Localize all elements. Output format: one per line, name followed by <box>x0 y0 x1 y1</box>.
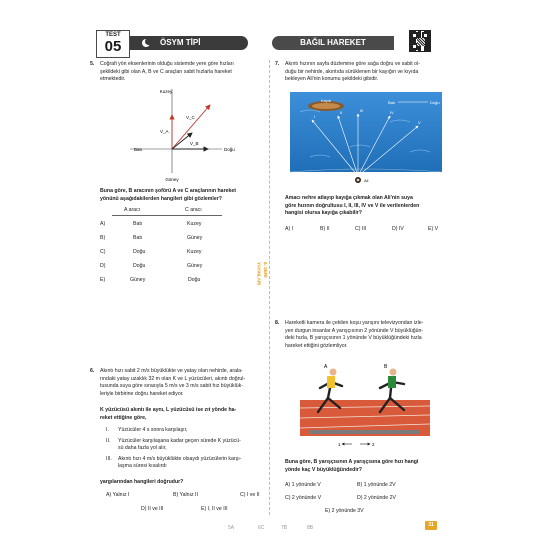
dir-4-label: IV <box>390 110 394 115</box>
q6-option-b[interactable]: B) Yalnız II <box>173 492 198 498</box>
q6-condition: K yüzücüsü akıntı ile aynı, L yüzücüsü ise zıt yönde ha- reket ettiğine göre, <box>100 407 237 421</box>
q6-statement-3: III. Akıntı hızı 4 m/s büyüklükte olsaydı yüzücülerin karşı- laşma süresi kısalırdı <box>106 455 242 470</box>
vector-b-label: V_B <box>190 141 199 146</box>
q5-table-rule <box>112 215 222 216</box>
compass-east: Doğu <box>224 147 235 152</box>
q8-option-a[interactable]: A) 1 yönünde V <box>285 482 321 488</box>
q7-option-c[interactable]: C) III <box>355 226 367 232</box>
answer-key-8: 8B <box>307 525 314 531</box>
q7-number: 7. <box>275 61 280 67</box>
q6-statement-1: I. Yüzücüler 4 s sonra karşılaşır, <box>106 427 188 433</box>
dir-2-label: II <box>340 110 343 115</box>
q6-option-a[interactable]: A) Yalnız I <box>106 492 130 498</box>
q6-text: Akıntı hızı sabit 2 m/s büyüklükte ve yatay olan nehirde, arala- rındaki yatay uzaklık 32 m olan K ve L yüzücüleri, akıntı doğrul- tusunda suya göre sırasıyla 5 m/s ve 3 m/s sabit hız büyüklük- leriyle birbirine doğru hareket ediyor. <box>100 368 246 397</box>
q5-option-c[interactable]: C) Doğu Kuzey <box>100 249 202 255</box>
q8-runners-figure <box>300 360 430 452</box>
q5-col-a-header: A aracı <box>124 207 141 213</box>
q6-ask: yargılarından hangileri doğrudur? <box>100 479 184 485</box>
q8-text: Hareketli kamera ile çekilen koşu yarışını televizyondan izle- yen durgun insanlar A yarışçısının 2 yönünde V büyüklüğün- deki hızla, B yarışçısının 1 yönünde V büyüklüğündeki hızla hareket ettiğini gözlemliyor. <box>285 320 424 349</box>
q5-option-b[interactable]: B) Batı Güney <box>100 235 203 241</box>
q7-river-figure <box>290 92 442 188</box>
q5-number: 5. <box>90 61 95 67</box>
answer-key-6: 6C <box>258 525 265 531</box>
column-divider <box>269 60 270 515</box>
moon-icon <box>142 39 150 47</box>
answer-key-7: 7B <box>281 525 288 531</box>
dir-5-label: V <box>418 120 421 125</box>
q5-question: Buna göre, B aracının şoförü A ve C araçlarının hareket yönünü aşağıdakilerden hangileri gibi gözlemler? <box>100 188 236 202</box>
q8-option-d[interactable]: D) 2 yönünde 2V <box>357 495 396 501</box>
dir-1: 1 <box>338 442 341 447</box>
vector-a-label: V_A <box>160 129 169 134</box>
page-number: 31 <box>425 521 437 530</box>
q5-option-d[interactable]: D) Doğu Güney <box>100 263 203 269</box>
test-number: 05 <box>104 38 122 55</box>
runner-a-label: A <box>324 364 328 370</box>
q5-option-e[interactable]: E) Güney Doğu <box>100 277 201 283</box>
q8-option-b[interactable]: B) 1 yönünde 2V <box>357 482 396 488</box>
runner-b-label: B <box>384 364 388 370</box>
q6-statements <box>106 427 266 471</box>
test-label: TEST <box>105 32 121 38</box>
q6-number: 6. <box>90 368 95 374</box>
q7-option-e[interactable]: E) V <box>428 226 439 232</box>
q5-option-a[interactable]: A) Batı Kuzey <box>100 221 202 227</box>
q5-text: Coğrafi yön eksenlerinin olduğu sistemde yere göre hızları şekildeki gibi olan A, B ve C araçları sabit hızlarla hareket etmektedir. <box>100 61 234 83</box>
west-label: Batı <box>388 100 396 105</box>
vector-c-label: V_C <box>186 115 195 120</box>
q6-option-c[interactable]: C) I ve II <box>240 492 260 498</box>
dir-1-label: I <box>314 114 316 119</box>
q7-text: Akıntı hızının sayfa düzlemine göre sağa doğru ve sabit ol- duğu bir nehirde, akıntıda sürüklenen bir kayığın ve kıyıda bekleyen Ali'nin konumu şekildeki gibidir. <box>285 61 420 83</box>
q7-option-b[interactable]: B) II <box>320 226 330 232</box>
q5-col-c-header: C aracı <box>185 207 202 213</box>
q7-options <box>285 226 445 234</box>
publisher-side-label: 8. SERİ YAYINLARI <box>256 262 268 286</box>
test-number-box <box>96 30 130 58</box>
compass-south: Güney <box>165 177 179 182</box>
q8-option-e[interactable]: E) 2 yönünde 3V <box>325 508 364 514</box>
qr-code-icon[interactable] <box>409 30 431 52</box>
q6-option-e[interactable]: E) I, II ve III <box>201 506 228 512</box>
compass-west: Batı <box>134 147 143 152</box>
q7-option-d[interactable]: D) IV <box>392 226 404 232</box>
section-title-left: ÖSYM TİPİ <box>130 36 248 50</box>
q5-vector-diagram <box>130 85 250 185</box>
q8-number: 8. <box>275 320 280 326</box>
q7-option-a[interactable]: A) I <box>285 226 294 232</box>
east-label: Doğu <box>430 100 440 105</box>
boat-label: Kayık <box>320 98 332 103</box>
ali-label: Ali <box>364 178 369 183</box>
q8-question: Buna göre, B yarışçısının A yarışçısına göre hızı hangi yönde kaç V büyüklüğündedir? <box>285 459 419 473</box>
q6-option-d[interactable]: D) II ve III <box>141 506 164 512</box>
dir-2: 2 <box>372 442 375 447</box>
section-title-right: BAĞIL HAREKET <box>272 36 394 50</box>
dir-3-label: III <box>360 108 364 113</box>
q8-option-c[interactable]: C) 2 yönünde V <box>285 495 322 501</box>
compass-north: Kuzey <box>159 89 173 94</box>
answer-key-5: 5A <box>228 525 235 531</box>
q5-options <box>100 221 265 291</box>
q6-statement-2: II. Yüzücüler karşılaşana kadar geçen sürede K yüzücü- sü daha fazla yol alır, <box>106 437 241 452</box>
q7-question: Amacı nehre atlayıp kayığa çıkmak olan Ali'nin suya göre hızının doğrultusu I, II, III, IV ve V ile verilenlerden hangisi olursa kayığa çıkabilir? <box>285 195 420 217</box>
